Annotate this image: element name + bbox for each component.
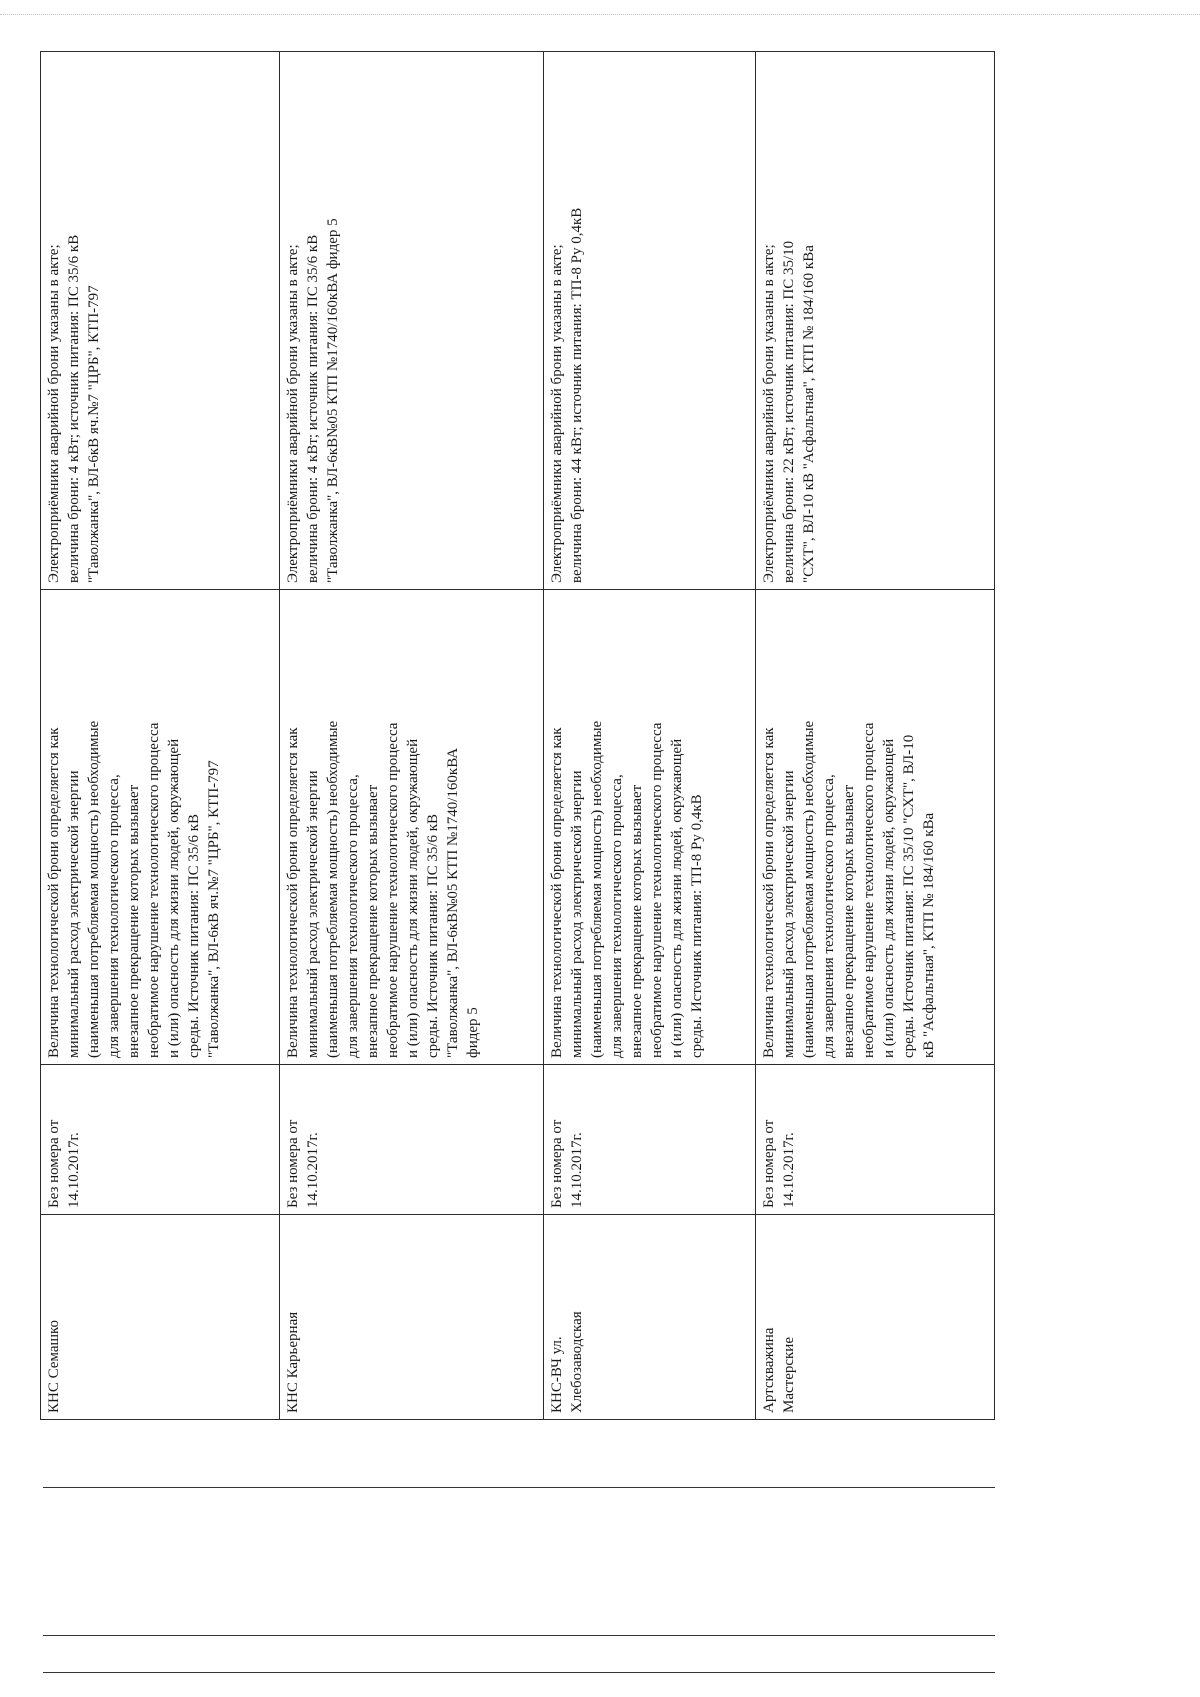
signature-line: [43, 1635, 995, 1636]
scan-top-edge: [0, 14, 1200, 15]
technological-armor-cell: Величина технологической брони определяется как минимальный расход электрической энергии (наименьшая потребляемая мощность) необходимые для завершения технологического процесса, внезапное прекращение которых вызывает необратимое нарушение технологического процесса и (или) опасность для жизни людей, окружающей среды. Источник питания: ТП-8 Ру 0,4кВ: [543, 590, 756, 1065]
emergency-armor-cell: Электроприёмники аварийной брони указаны в акте; величина брони: 22 кВт; источник питания: ПС 35/10 "СХТ", ВЛ-10 кВ "Асфальтная", КТП № 184/160 кВа: [756, 52, 995, 590]
act-number-cell: Без номера от 14.10.2017г.: [543, 1065, 756, 1215]
table-row: [756, 52, 995, 1420]
act-number-cell: Без номера от 14.10.2017г.: [756, 1065, 995, 1215]
emergency-armor-cell: Электроприёмники аварийной брони указаны в акте; величина брони: 44 кВт; источник питания: ТП-8 Ру 0,4кВ: [543, 52, 756, 590]
table-row: [279, 52, 543, 1420]
object-name-cell: КНС-ВЧ ул. Хлебозаводская: [543, 1215, 756, 1420]
emergency-armor-cell: Электроприёмники аварийной брони указаны в акте; величина брони: 4 кВт; источник питания: ПС 35/6 кВ "Таволжанка", ВЛ-6кВ яч.№7 "ЦРБ", КТП-797: [41, 52, 280, 590]
technological-armor-cell: Величина технологической брони определяется как минимальный расход электрической энергии (наименьшая потребляемая мощность) необходимые для завершения технологического процесса, внезапное прекращение которых вызывает необратимое нарушение технологического процесса и (или) опасность для жизни людей, окружающей среды. Источник питания: ПС 35/10 "СХТ", ВЛ-10 кВ "Асфальтная", КТП № 184/160 кВа: [756, 590, 995, 1065]
object-name-cell: Артскважина Мастерские: [756, 1215, 995, 1420]
signature-line: [43, 1487, 995, 1488]
object-name-cell: КНС Семашко: [41, 1215, 280, 1420]
technological-armor-cell: Величина технологической брони определяется как минимальный расход электрической энергии (наименьшая потребляемая мощность) необходимые для завершения технологического процесса, внезапное прекращение которых вызывает необратимое нарушение технологического процесса и (или) опасность для жизни людей, окружающей среды. Источник питания: ПС 35/6 кВ "Таволжанка", ВЛ-6кВ№05 КТП №1740/160кВА фидер 5: [279, 590, 543, 1065]
signature-line: [43, 1672, 995, 1673]
act-number-cell: Без номера от 14.10.2017г.: [41, 1065, 280, 1215]
technological-armor-cell: Величина технологической брони определяется как минимальный расход электрической энергии (наименьшая потребляемая мощность) необходимые для завершения технологического процесса, внезапное прекращение которых вызывает необратимое нарушение технологического процесса и (или) опасность для жизни людей, окружающей среды. Источник питания: ПС 35/6 кВ "Таволжанка", ВЛ-6кВ яч.№7 "ЦРБ", КТП-797: [41, 590, 280, 1065]
object-name-cell: КНС Карьерная: [279, 1215, 543, 1420]
table-row: [41, 52, 280, 1420]
armor-acts-table: [40, 51, 995, 1420]
act-number-cell: Без номера от 14.10.2017г.: [279, 1065, 543, 1215]
emergency-armor-cell: Электроприёмники аварийной брони указаны в акте; величина брони: 4 кВт; источник питания: ПС 35/6 кВ "Таволжанка", ВЛ-6кВ№05 КТП №1740/160кВА фидер 5: [279, 52, 543, 590]
rotated-table-wrapper: [40, 52, 995, 1420]
table-row: [543, 52, 756, 1420]
